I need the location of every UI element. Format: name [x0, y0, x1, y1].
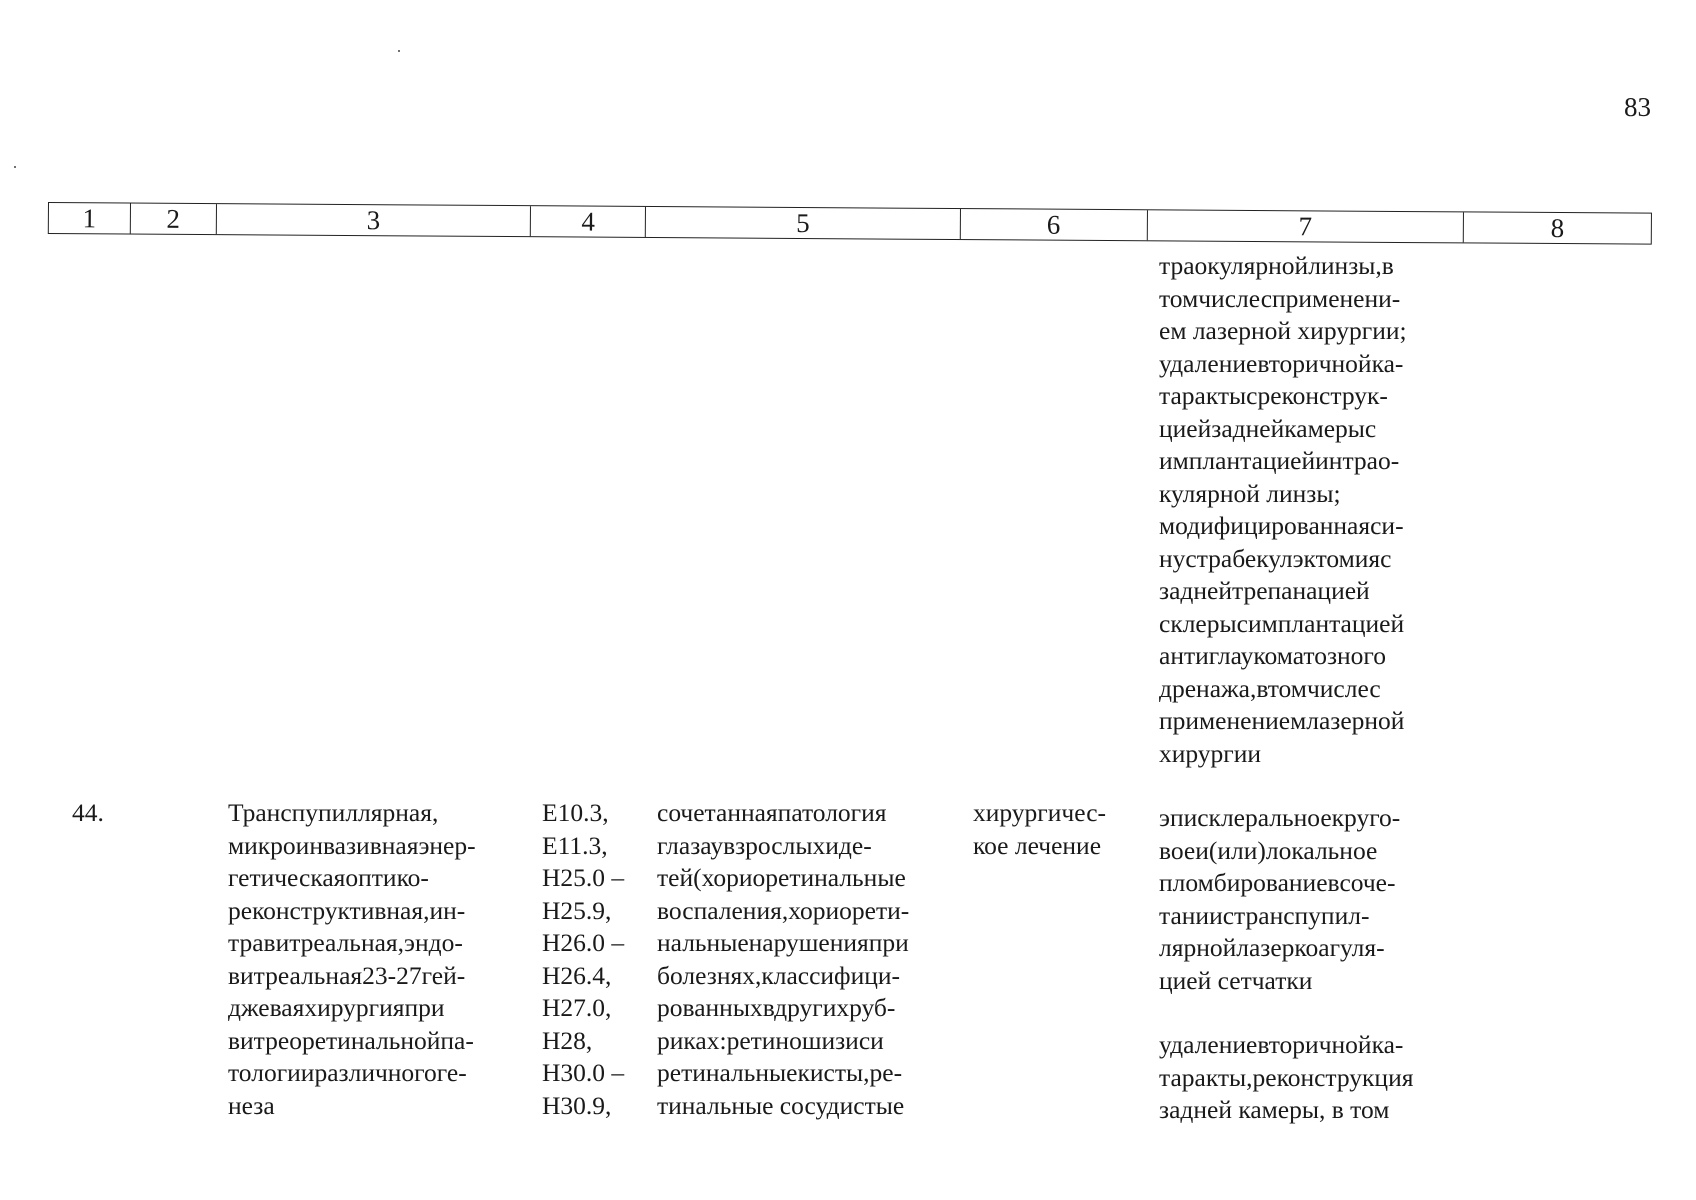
word: (хориоретинальные	[693, 863, 906, 892]
text-line	[657, 927, 952, 960]
text-line	[657, 992, 952, 1025]
word: таракты,	[1159, 1062, 1253, 1092]
word: интрао-	[1315, 446, 1400, 475]
word: у	[710, 830, 724, 860]
text-line	[228, 992, 523, 1025]
word: имплантацией	[1159, 446, 1316, 475]
word: хориорети-	[788, 895, 910, 925]
word: задней	[1159, 576, 1232, 605]
word: применением	[1159, 706, 1307, 735]
row44-col5-condition	[657, 797, 952, 1122]
row-number: 44.	[72, 798, 104, 827]
word: ретиношизис	[726, 1025, 871, 1055]
text-line	[1159, 835, 1454, 868]
word: нарушения	[748, 928, 869, 957]
word: в	[762, 993, 775, 1022]
word: сочетанная	[657, 798, 778, 827]
word: круго-	[1331, 803, 1401, 832]
word: нальные	[657, 928, 749, 957]
text-line: кое лечение	[973, 830, 1102, 860]
text-line	[657, 797, 952, 830]
text-line	[657, 830, 952, 863]
word: задней	[1211, 413, 1285, 443]
word: реконструкция	[1252, 1062, 1414, 1092]
text-line: неза	[228, 1090, 275, 1120]
icd-code: H30.0 –	[542, 1058, 625, 1087]
word: при	[868, 928, 909, 957]
word: с	[1246, 381, 1258, 410]
word: эписклеральное	[1159, 803, 1332, 832]
text-line	[228, 1057, 523, 1090]
text-line: тинальные сосудистые	[657, 1090, 905, 1120]
word: удаление	[1159, 348, 1258, 378]
header-col-5: 5	[646, 207, 961, 239]
word: нустрабекулэктомия	[1159, 543, 1381, 573]
word: модифицированная	[1159, 511, 1371, 540]
word: камеры	[1284, 413, 1365, 443]
text-line	[228, 862, 523, 895]
word: воспаления,	[657, 895, 789, 925]
word: патология	[777, 798, 887, 827]
word: оптико-	[345, 863, 429, 892]
word: в	[1256, 673, 1268, 703]
text-line	[1159, 445, 1454, 478]
word: гей-	[421, 960, 466, 990]
word: других	[774, 993, 850, 1022]
word: си-	[1370, 511, 1404, 540]
icd-code: H28,	[542, 1025, 593, 1055]
text-line	[1159, 705, 1454, 738]
word: и	[1195, 835, 1209, 865]
word: -	[387, 960, 397, 990]
word: различного	[314, 1058, 437, 1087]
word: эндо-	[404, 928, 463, 957]
word: применени-	[1272, 283, 1401, 313]
text-line	[1159, 673, 1454, 706]
word: с	[1260, 283, 1273, 313]
word: энер-	[418, 830, 476, 860]
word: соче-	[1339, 868, 1396, 897]
header-col-2: 2	[131, 204, 217, 235]
word: (или)	[1208, 835, 1266, 865]
word: хирургия	[304, 993, 405, 1022]
row44-col4-codes	[542, 797, 642, 1122]
word: реконструктивная,	[228, 895, 430, 925]
word: склеры	[1159, 608, 1237, 638]
word: микроинвазивная	[228, 830, 419, 860]
text-line	[1159, 608, 1454, 641]
header-col-4: 4	[531, 206, 646, 237]
word: числе	[1198, 283, 1261, 313]
word: джевая	[228, 993, 305, 1022]
word: риках:	[657, 1025, 727, 1055]
word: де-	[838, 830, 872, 860]
word: том	[1267, 673, 1307, 703]
text-line: Транспупиллярная,	[228, 798, 439, 827]
word: лярной	[1159, 933, 1237, 962]
text-line	[1159, 1029, 1454, 1062]
text-line	[1159, 283, 1454, 316]
text-line	[1159, 250, 1454, 283]
text-line	[1159, 1062, 1454, 1095]
text-line: кулярной линзы;	[1159, 478, 1341, 508]
row44-col3-method	[228, 797, 523, 1122]
word: лазеркоагуля-	[1236, 933, 1385, 962]
word: ретинальные	[657, 1058, 798, 1087]
page-number: 83	[1624, 92, 1651, 122]
text-line	[228, 895, 523, 928]
word: удаление	[1159, 1030, 1258, 1059]
word: классифици-	[761, 960, 900, 990]
word: 27	[396, 960, 422, 990]
word: локальное	[1265, 835, 1378, 865]
text-line: хирургии	[1159, 738, 1262, 768]
icd-code: E11.3,	[542, 830, 608, 860]
icd-code: H27.0,	[542, 993, 612, 1022]
text-line	[1159, 802, 1454, 835]
icd-code: E10.3,	[542, 798, 609, 827]
word: имплантацией	[1247, 608, 1405, 638]
row44-col6-treatment-type	[973, 797, 1143, 862]
text-line: ем лазерной хирургии;	[1159, 316, 1407, 345]
text-line	[657, 1025, 952, 1058]
header-col-7: 7	[1147, 210, 1464, 242]
text-line	[228, 927, 523, 960]
text-line	[1159, 575, 1454, 608]
text-line	[657, 1057, 952, 1090]
text-line	[1159, 543, 1454, 576]
word: 23	[362, 960, 388, 990]
text-line	[1159, 900, 1454, 933]
text-line: антиглаукоматозного	[1159, 641, 1386, 670]
word: тологии	[228, 1058, 315, 1087]
scan-speck	[14, 166, 16, 168]
text-line: задней камеры, в том	[1159, 1095, 1390, 1124]
word: витреоретинальной	[228, 1025, 441, 1055]
icd-code: H26.0 –	[542, 928, 625, 957]
continuation-col7	[1159, 250, 1454, 770]
icd-code: H30.9,	[542, 1090, 612, 1120]
table-header-row	[48, 202, 1652, 245]
word: рованных	[657, 993, 763, 1022]
header-col-1: 1	[49, 203, 131, 234]
word: болезнях,	[657, 960, 762, 990]
word: па-	[440, 1025, 474, 1055]
text-line	[1159, 380, 1454, 413]
word: дренажа,	[1159, 673, 1257, 703]
text-line	[657, 960, 952, 993]
text-line: хирургичес-	[973, 798, 1107, 827]
text-line	[657, 895, 952, 928]
text-line	[228, 1025, 523, 1058]
word: с	[1369, 673, 1381, 703]
word: тей	[657, 863, 694, 892]
word: ин-	[429, 895, 466, 925]
word: травитреальная,	[228, 928, 405, 957]
icd-code: H26.4,	[542, 960, 612, 990]
word: транспупил-	[1234, 900, 1370, 930]
word: с	[1222, 900, 1235, 930]
word: взрослых	[723, 830, 826, 860]
word: гетическая	[228, 863, 346, 892]
scan-speck	[398, 50, 400, 52]
text-line	[1159, 510, 1454, 543]
word: том	[1159, 283, 1199, 313]
text-line	[1159, 348, 1454, 381]
word: при	[404, 993, 445, 1022]
word: с	[1380, 543, 1392, 573]
word: пломбирование	[1159, 868, 1328, 897]
header-col-6: 6	[961, 209, 1148, 240]
text-line	[1159, 413, 1454, 446]
word: кисты,	[797, 1058, 870, 1087]
word: ка-	[1371, 1030, 1404, 1059]
text-line: цией сетчатки	[1159, 965, 1313, 995]
word: и	[870, 1025, 884, 1055]
word: вторичной	[1257, 348, 1372, 378]
word: вторичной	[1257, 1030, 1372, 1059]
word: и	[825, 830, 839, 860]
word: руб-	[849, 993, 896, 1022]
word: ге-	[436, 1058, 467, 1087]
word: с	[1236, 608, 1248, 638]
word: траокулярной	[1159, 251, 1309, 280]
header-col-3: 3	[217, 204, 532, 236]
word: цией	[1159, 413, 1212, 443]
text-line	[228, 960, 523, 993]
icd-code: H25.0 –	[542, 863, 625, 892]
word: трепанацией	[1231, 576, 1370, 605]
word: в	[1381, 251, 1394, 280]
text-line	[1159, 932, 1454, 965]
word: лазерной	[1306, 706, 1405, 735]
word: линзы,	[1308, 251, 1382, 280]
word: витреальная	[228, 960, 363, 990]
word: глаза	[657, 830, 711, 860]
word: реконструк-	[1257, 381, 1388, 410]
word: ка-	[1371, 348, 1404, 378]
row44-col7-methods	[1159, 802, 1454, 1127]
word: ре-	[869, 1058, 903, 1087]
paragraph-gap	[1159, 997, 1454, 1029]
word: в	[1327, 868, 1340, 897]
text-line	[228, 830, 523, 863]
icd-code: H25.9,	[542, 895, 612, 925]
word: тании	[1159, 900, 1223, 930]
word: вое	[1159, 835, 1196, 865]
word: числе	[1306, 673, 1370, 703]
word: таракты	[1159, 381, 1247, 410]
text-line	[1159, 867, 1454, 900]
header-col-8: 8	[1550, 212, 1565, 243]
word: с	[1364, 413, 1377, 443]
text-line	[657, 862, 952, 895]
